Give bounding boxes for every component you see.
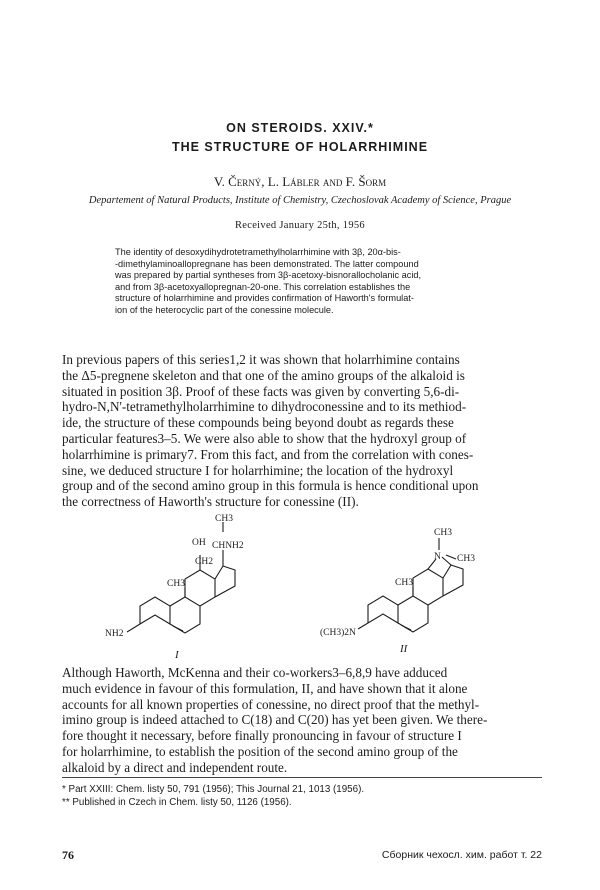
label-ch3-n: CH3 [457, 554, 475, 564]
text-line: holarrhimine is primary7. From this fact, and from the correlation with cones- [62, 446, 474, 462]
text-line: sine, we deduced structure I for holarrhimine; the location of the hydroxyl [62, 462, 454, 478]
abstract-line: was prepared by partial syntheses from 3β-acetoxy-bisnorallocholanic acid, [115, 270, 422, 281]
body-paragraph-1 [62, 352, 542, 510]
abstract [115, 247, 490, 317]
text-line: much evidence in favour of this formulation, II, and have shown that it alone [62, 680, 468, 696]
label-ch3-top: CH3 [215, 514, 233, 524]
paper-title-series: ON STEROIDS. XXIV.* [226, 121, 374, 135]
text-line: imino group is indeed attached to C(18) and C(20) has yet been given. We there- [62, 712, 488, 728]
footnotes [62, 784, 542, 809]
affiliation: Departement of Natural Products, Institute of Chemistry, Czechoslovak Academy of Science, Prague [88, 195, 512, 206]
abstract-line: and from 3β-acetoxyallopregnan-20-one. This correlation establishes the [115, 281, 411, 292]
label-ch2: CH2 [195, 557, 213, 567]
label-ch3-ring: CH3 [167, 579, 185, 589]
structure-II-conessine [318, 525, 508, 655]
abstract-line: structure of holarrhimine and provides confirmation of Haworth's formulat- [115, 293, 414, 304]
text-line: fore thought it necessary, before finally pronouncing in favour of structure I [62, 728, 462, 744]
text-line: ide, the structure of these compounds being beyond doubt as regards these [62, 415, 454, 431]
structure-label-I: I [175, 649, 179, 661]
text-line: the correctness of Haworth's structure for conessine (II). [62, 494, 359, 510]
text-line: the Δ5-pregnene skeleton and that one of the amino groups of the alkaloid is [62, 367, 465, 383]
abstract-line: ion of the heterocyclic part of the conessine molecule. [115, 304, 334, 315]
footnote: ** Published in Czech in Chem. listy 50, 1126 (1956). [62, 796, 292, 808]
text-line: accounts for all known properties of conessine, no direct proof that the methyl- [62, 696, 480, 712]
received-date: Received January 25th, 1956 [235, 220, 365, 231]
label-oh: OH [192, 538, 206, 548]
label-chnh2: CHNH2 [212, 541, 244, 551]
label-n: N [434, 552, 441, 562]
text-line: alkaloid by a direct and independent route. [62, 759, 288, 775]
footnote-divider [62, 777, 542, 778]
paper-title: THE STRUCTURE OF HOLARRHIMINE [171, 140, 429, 154]
authors: V. Černý, L. Lábler and F. Šorm [213, 174, 387, 189]
text-line: In previous papers of this series1,2 it was shown that holarrhimine contains [62, 352, 460, 367]
body-paragraph-2 [62, 665, 542, 776]
footnote: * Part XXIII: Chem. listy 50, 791 (1956); This Journal 21, 1013 (1956). [62, 784, 365, 795]
text-line: group and of the second amino group in this formula is hence conditional upon [62, 478, 479, 494]
page-number: 76 [62, 848, 74, 862]
label-ch3-ring: CH3 [395, 578, 413, 588]
journal-footer: Сборник чехосл. хим. работ т. 22 [381, 849, 542, 861]
label-ch3-top: CH3 [434, 528, 452, 538]
structure-I-holarrhimine [95, 510, 295, 660]
text-line: hydro-N,N'-tetramethylholarrhimine to dihydroconessine and to its methiod- [62, 399, 467, 415]
text-line: particular features3–5. We were also able to show that the hydroxyl group of [62, 430, 467, 446]
text-line: Although Haworth, McKenna and their co-workers3–6,8,9 have adduced [62, 665, 448, 680]
abstract-line: -dimethylaminoallopregnane has been demonstrated. The latter compound [115, 258, 419, 269]
text-line: for holarrhimine, to establish the position of the second amino group of the [62, 743, 458, 759]
text-line: situated in position 3β. Proof of these facts was given by converting 5,6-di- [62, 383, 460, 399]
abstract-line: The identity of desoxydihydrotetramethylholarrhimine with 3β, 20α-bis- [115, 247, 401, 257]
label-nme2: (CH3)2N [320, 628, 356, 638]
label-nh2: NH2 [105, 629, 124, 639]
structure-label-II: II [400, 643, 408, 655]
